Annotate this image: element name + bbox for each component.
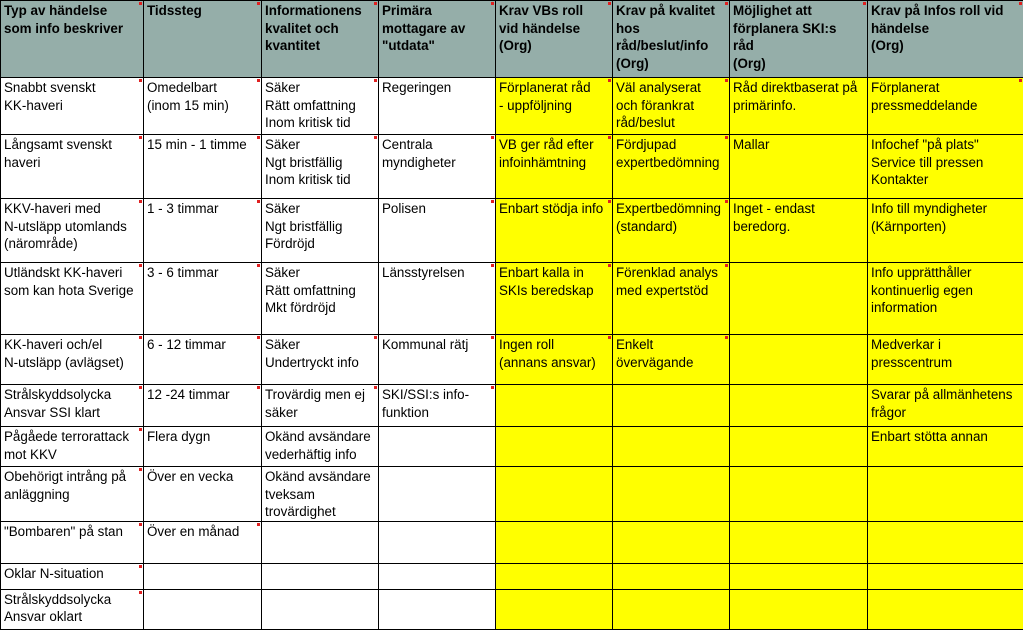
cell-text: Snabbt svenskt KK-haveri <box>4 79 140 114</box>
comment-marker <box>491 200 494 203</box>
comment-marker <box>608 136 611 139</box>
cell-text: Oklar N-situation <box>4 565 140 583</box>
cell-text: Länsstyrelsen <box>382 264 492 282</box>
comment-marker <box>725 79 728 82</box>
cell-text: Över en vecka <box>147 468 258 486</box>
cell-text: Väl analyserat och förankrat råd/beslut <box>616 79 726 132</box>
table-cell <box>144 467 262 522</box>
table-cell <box>496 467 613 522</box>
table-cell <box>144 589 262 629</box>
cell-text: Kommunal rätj <box>382 336 492 354</box>
table-cell <box>730 467 868 522</box>
table-cell <box>868 589 1023 629</box>
table-cell <box>868 563 1023 589</box>
column-header <box>262 1 379 78</box>
comment-marker <box>1019 79 1022 82</box>
cell-text: Ingen roll (annans ansvar) <box>499 336 609 371</box>
table-cell <box>379 263 496 335</box>
cell-text: Fördjupad expertbedömning <box>616 136 726 171</box>
table-cell <box>379 589 496 629</box>
cell-text: 6 - 12 timmar <box>147 336 258 354</box>
comment-marker <box>725 336 728 339</box>
table-cell <box>1 521 144 563</box>
table-cell <box>1 335 144 385</box>
cell-text: Centrala myndigheter <box>382 136 492 171</box>
cell-text: Info till myndigheter (Kärnporten) <box>871 200 1020 235</box>
comment-marker <box>491 264 494 267</box>
table-cell <box>144 521 262 563</box>
table-cell <box>868 467 1023 522</box>
table-cell <box>613 385 730 427</box>
comment-marker <box>257 2 260 5</box>
comment-marker <box>139 591 142 594</box>
column-header <box>1 1 144 78</box>
cell-text: Expertbedömning (standard) <box>616 200 726 235</box>
table-cell <box>868 521 1023 563</box>
table-row <box>1 427 1023 467</box>
cell-text: Okänd avsändare tveksam trovärdighet <box>265 468 375 521</box>
comment-marker <box>608 2 611 5</box>
table-cell <box>496 563 613 589</box>
cell-text: Över en månad <box>147 523 258 541</box>
comment-marker <box>139 336 142 339</box>
cell-text: 15 min - 1 timme <box>147 136 258 154</box>
table-cell <box>613 427 730 467</box>
table-cell <box>496 335 613 385</box>
table-cell <box>730 78 868 135</box>
table-cell <box>730 563 868 589</box>
comment-marker <box>374 336 377 339</box>
comment-marker <box>725 136 728 139</box>
table-cell <box>1 563 144 589</box>
table-cell <box>262 263 379 335</box>
comment-marker <box>725 200 728 203</box>
table-cell <box>496 199 613 263</box>
column-header <box>730 1 868 78</box>
cell-text: 3 - 6 timmar <box>147 264 258 282</box>
cell-text: Obehörigt intrång på anläggning <box>4 468 140 503</box>
cell-text: Infochef "på plats" Service till pressen Kontakter <box>871 136 1020 189</box>
table-cell <box>496 521 613 563</box>
table-cell <box>262 135 379 199</box>
table-cell <box>613 78 730 135</box>
table-cell <box>1 78 144 135</box>
comment-marker <box>491 2 494 5</box>
table-cell <box>868 385 1023 427</box>
cell-text: Enbart kalla in SKIs beredskap <box>499 264 609 299</box>
cell-text: Trovärdig men ej säker <box>265 386 375 421</box>
comment-marker <box>374 136 377 139</box>
comment-marker <box>139 565 142 568</box>
table-cell <box>144 263 262 335</box>
cell-text: Medverkar i presscentrum <box>871 336 1020 371</box>
table-cell <box>496 135 613 199</box>
comment-marker <box>139 386 142 389</box>
comment-marker <box>257 136 260 139</box>
cell-text: Förplanerat pressmeddelande <box>871 79 1020 114</box>
cell-text: Utländskt KK-haveri som kan hota Sverige <box>4 264 140 299</box>
column-header <box>613 1 730 78</box>
cell-text: Svarar på allmänhetens frågor <box>871 386 1020 421</box>
comment-marker <box>257 336 260 339</box>
cell-text: Flera dygn <box>147 428 258 446</box>
table-cell <box>1 135 144 199</box>
comment-marker <box>139 428 142 431</box>
table-cell <box>262 563 379 589</box>
table-cell <box>730 589 868 629</box>
table-cell <box>613 467 730 522</box>
table-cell <box>496 385 613 427</box>
table-cell <box>379 385 496 427</box>
comment-marker <box>139 136 142 139</box>
comment-marker <box>139 523 142 526</box>
table-cell <box>144 563 262 589</box>
table-cell <box>496 78 613 135</box>
table-cell <box>262 385 379 427</box>
column-header-label: Typ av händelse som info beskriver <box>4 2 140 37</box>
header-row <box>1 1 1023 78</box>
table-cell <box>1 589 144 629</box>
cell-text: Råd direktbaserat på primärinfo. <box>733 79 864 114</box>
table-cell <box>496 263 613 335</box>
cell-text: Strålskyddsolycka Ansvar SSI klart <box>4 386 140 421</box>
table-cell <box>868 135 1023 199</box>
table-cell <box>1 427 144 467</box>
cell-text: Säker Ngt bristfällig Fördröjd <box>265 200 375 253</box>
table-row <box>1 563 1023 589</box>
comment-marker <box>139 200 142 203</box>
cell-text: Enkelt övervägande <box>616 336 726 371</box>
table-row <box>1 135 1023 199</box>
table-cell <box>730 135 868 199</box>
cell-text: 1 - 3 timmar <box>147 200 258 218</box>
table-cell <box>262 78 379 135</box>
cell-text: 12 -24 timmar <box>147 386 258 404</box>
column-header-label: Informationens kvalitet och kvantitet <box>265 2 375 55</box>
table-cell <box>868 263 1023 335</box>
comment-marker <box>139 2 142 5</box>
table-cell <box>613 335 730 385</box>
comment-marker <box>257 386 260 389</box>
table-cell <box>868 78 1023 135</box>
cell-text: KK-haveri och/el N-utsläpp (avlägset) <box>4 336 140 371</box>
column-header <box>496 1 613 78</box>
comment-marker <box>725 2 728 5</box>
comment-marker <box>257 79 260 82</box>
comment-marker <box>139 468 142 471</box>
table-cell <box>496 589 613 629</box>
comment-marker <box>139 264 142 267</box>
table-cell <box>613 135 730 199</box>
table-cell <box>144 385 262 427</box>
column-header <box>379 1 496 78</box>
cell-text: Strålskyddsolycka Ansvar oklart <box>4 591 140 626</box>
cell-text: Säker Undertryckt info <box>265 336 375 371</box>
comment-marker <box>491 136 494 139</box>
cell-text: Okänd avsändare vederhäftig info <box>265 428 375 463</box>
table-cell <box>1 385 144 427</box>
table-cell <box>379 467 496 522</box>
table-cell <box>262 467 379 522</box>
column-header-label: Möjlighet att förplanera SKI:s råd (Org) <box>733 2 864 72</box>
table-cell <box>144 335 262 385</box>
comment-marker <box>608 264 611 267</box>
table-cell <box>144 199 262 263</box>
table-cell <box>379 427 496 467</box>
table-cell <box>262 427 379 467</box>
column-header-label: Krav på Infos roll vid händelse (Org) <box>871 2 1020 55</box>
table-cell <box>613 589 730 629</box>
cell-text: Förenklad analys med expertstöd <box>616 264 726 299</box>
table-row <box>1 385 1023 427</box>
table-cell <box>496 427 613 467</box>
comment-marker <box>608 79 611 82</box>
cell-text: Omedelbart (inom 15 min) <box>147 79 258 114</box>
table-row <box>1 78 1023 135</box>
table-cell <box>379 563 496 589</box>
table-cell <box>868 199 1023 263</box>
table-cell <box>613 199 730 263</box>
table-row <box>1 335 1023 385</box>
comment-marker <box>374 2 377 5</box>
cell-text: Polisen <box>382 200 492 218</box>
comment-marker <box>257 523 260 526</box>
column-header <box>144 1 262 78</box>
table-cell <box>262 521 379 563</box>
cell-text: Förplanerat råd - uppföljning <box>499 79 609 114</box>
table-cell <box>1 199 144 263</box>
column-header <box>868 1 1023 78</box>
table-cell <box>379 521 496 563</box>
comment-marker <box>608 336 611 339</box>
table-row <box>1 199 1023 263</box>
cell-text: SKI/SSI:s info- funktion <box>382 386 492 421</box>
table-body <box>1 78 1023 630</box>
table-cell <box>730 263 868 335</box>
table-row <box>1 263 1023 335</box>
table-row <box>1 467 1023 522</box>
table-cell <box>262 199 379 263</box>
table-cell <box>868 335 1023 385</box>
table-cell <box>868 427 1023 467</box>
table-cell <box>379 199 496 263</box>
comment-marker <box>863 2 866 5</box>
cell-text: Säker Rätt omfattning Mkt fördröjd <box>265 264 375 317</box>
cell-text: Mallar <box>733 136 864 154</box>
table-cell <box>613 563 730 589</box>
cell-text: Info upprätthåller kontinuerlig egen information <box>871 264 1020 317</box>
table-cell <box>144 427 262 467</box>
comment-marker <box>1019 2 1022 5</box>
table-cell <box>262 335 379 385</box>
comment-marker <box>139 79 142 82</box>
table-cell <box>613 521 730 563</box>
table-cell <box>144 135 262 199</box>
column-header-label: Primära mottagare av "utdata" <box>382 2 492 55</box>
table-cell <box>262 589 379 629</box>
cell-text: Långsamt svenskt haveri <box>4 136 140 171</box>
comment-marker <box>608 200 611 203</box>
table-cell <box>730 385 868 427</box>
table-cell <box>730 335 868 385</box>
cell-text: KKV-haveri med N-utsläpp utomlands (närområde) <box>4 200 140 253</box>
table-cell <box>730 521 868 563</box>
table-cell <box>1 467 144 522</box>
table-row <box>1 521 1023 563</box>
comment-marker <box>257 264 260 267</box>
table-cell <box>613 263 730 335</box>
table-cell <box>730 427 868 467</box>
table-cell <box>379 78 496 135</box>
cell-text: Regeringen <box>382 79 492 97</box>
cell-text: Säker Rätt omfattning Inom kritisk tid <box>265 79 375 132</box>
table-cell <box>730 199 868 263</box>
column-header-label: Krav på kvalitet hos råd/beslut/info (Org) <box>616 2 726 72</box>
comment-marker <box>725 264 728 267</box>
cell-text: Enbart stötta annan <box>871 428 1020 446</box>
comment-marker <box>491 336 494 339</box>
cell-text: Inget - endast beredorg. <box>733 200 864 235</box>
cell-text: Pågåede terrorattack mot KKV <box>4 428 140 463</box>
cell-text: "Bombaren" på stan <box>4 523 140 541</box>
comment-marker <box>491 386 494 389</box>
table-cell <box>144 78 262 135</box>
comment-marker <box>257 200 260 203</box>
comment-marker <box>374 79 377 82</box>
column-header-label: Krav VBs roll vid händelse (Org) <box>499 2 609 55</box>
comment-marker <box>374 386 377 389</box>
cell-text: Enbart stödja info <box>499 200 609 218</box>
cell-text: VB ger råd efter infoinhämtning <box>499 136 609 171</box>
cell-text: Säker Ngt bristfällig Inom kritisk tid <box>265 136 375 189</box>
table-cell <box>379 335 496 385</box>
column-header-label: Tidssteg <box>147 2 258 20</box>
table-row <box>1 589 1023 629</box>
table-cell <box>379 135 496 199</box>
table-cell <box>1 263 144 335</box>
